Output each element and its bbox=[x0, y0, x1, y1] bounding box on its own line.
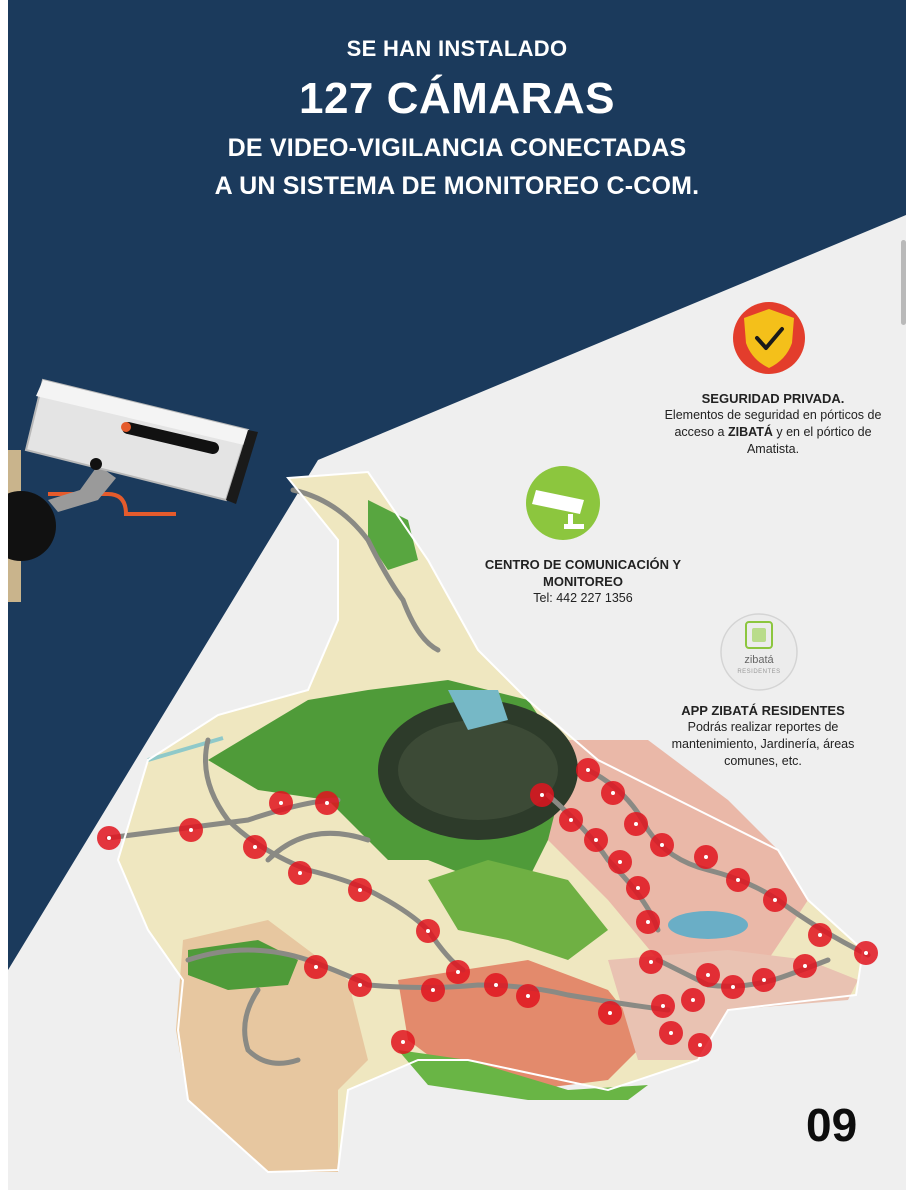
camera-marker-dot bbox=[298, 871, 302, 875]
camera-slot-light bbox=[121, 422, 131, 432]
camera-marker-dot bbox=[636, 886, 640, 890]
camera-marker-dot bbox=[762, 978, 766, 982]
feature-security-desc-part2: y en el pórtico de Amatista. bbox=[746, 425, 872, 456]
camera-marker-dot bbox=[189, 828, 193, 832]
shield-check-icon bbox=[733, 302, 805, 374]
camera-marker-dot bbox=[669, 1031, 673, 1035]
camera-marker-dot bbox=[107, 836, 111, 840]
camera-marker-dot bbox=[803, 964, 807, 968]
feature-app-desc: Podrás realizar reportes de mantenimiento, Jardinería, áreas comunes, etc. bbox=[671, 720, 855, 768]
headline-line-1: SE HAN INSTALADO bbox=[346, 36, 568, 61]
camera-marker-dot bbox=[649, 960, 653, 964]
map-lake-east bbox=[668, 911, 748, 939]
camera-marker-dot bbox=[279, 801, 283, 805]
camera-marker-dot bbox=[540, 793, 544, 797]
camera-indicator bbox=[90, 458, 102, 470]
camera-marker-dot bbox=[731, 985, 735, 989]
camera-marker-dot bbox=[611, 791, 615, 795]
scrollbar-thumb[interactable] bbox=[901, 240, 906, 325]
camera-marker-dot bbox=[661, 1004, 665, 1008]
camera-marker-dot bbox=[736, 878, 740, 882]
camera-marker-dot bbox=[864, 951, 868, 955]
camera-marker-dot bbox=[358, 983, 362, 987]
camera-marker-dot bbox=[426, 929, 430, 933]
camera-marker-dot bbox=[253, 845, 257, 849]
cctv-camera-icon bbox=[526, 466, 600, 540]
camera-marker-dot bbox=[608, 1011, 612, 1015]
headline-line-3: DE VIDEO-VIGILANCIA CONECTADAS bbox=[227, 134, 687, 162]
headline-line-4: A UN SISTEMA DE MONITOREO C-COM. bbox=[214, 172, 700, 200]
camera-marker-dot bbox=[706, 973, 710, 977]
camera-marker-dot bbox=[660, 843, 664, 847]
camera-marker-dot bbox=[431, 988, 435, 992]
camera-marker-dot bbox=[401, 1040, 405, 1044]
zibata-app-icon bbox=[721, 614, 797, 690]
feature-security-desc-brand: ZIBATÁ bbox=[727, 425, 773, 439]
feature-security-title: SEGURIDAD PRIVADA. bbox=[701, 391, 845, 406]
feature-app-title: APP ZIBATÁ RESIDENTES bbox=[681, 703, 845, 718]
camera-marker-dot bbox=[594, 838, 598, 842]
camera-marker-dot bbox=[646, 920, 650, 924]
feature-app-residents bbox=[648, 702, 878, 770]
feature-center-title: CENTRO DE COMUNICACIÓN Y MONITOREO bbox=[484, 557, 682, 589]
map-central-inner bbox=[398, 720, 558, 820]
app-icon-brand: zibatá bbox=[744, 654, 774, 666]
camera-marker-dot bbox=[704, 855, 708, 859]
feature-center-phone: Tel: 442 227 1356 bbox=[533, 591, 633, 605]
camera-marker-dot bbox=[526, 994, 530, 998]
feature-security-desc bbox=[658, 407, 888, 458]
page bbox=[8, 0, 906, 1190]
camera-marker-dot bbox=[634, 822, 638, 826]
feature-security-desc-part1: Elementos de seguridad en pórticos de acceso a bbox=[664, 408, 882, 439]
camera-marker-dot bbox=[818, 933, 822, 937]
camera-marker-dot bbox=[358, 888, 362, 892]
camera-marker-dot bbox=[569, 818, 573, 822]
camera-marker-dot bbox=[773, 898, 777, 902]
feature-security bbox=[658, 390, 888, 458]
headline-camera-count: 127 CÁMARAS bbox=[298, 74, 615, 123]
app-icon-sub: RESIDENTES bbox=[737, 669, 781, 675]
camera-marker-dot bbox=[586, 768, 590, 772]
camera-marker-dot bbox=[456, 970, 460, 974]
page-number: 09 bbox=[806, 1099, 858, 1151]
camera-marker-dot bbox=[691, 998, 695, 1002]
feature-monitoring-center bbox=[458, 556, 708, 607]
camera-marker-dot bbox=[698, 1043, 702, 1047]
camera-marker-dot bbox=[325, 801, 329, 805]
camera-marker-dot bbox=[314, 965, 318, 969]
camera-marker-dot bbox=[494, 983, 498, 987]
camera-marker-dot bbox=[618, 860, 622, 864]
